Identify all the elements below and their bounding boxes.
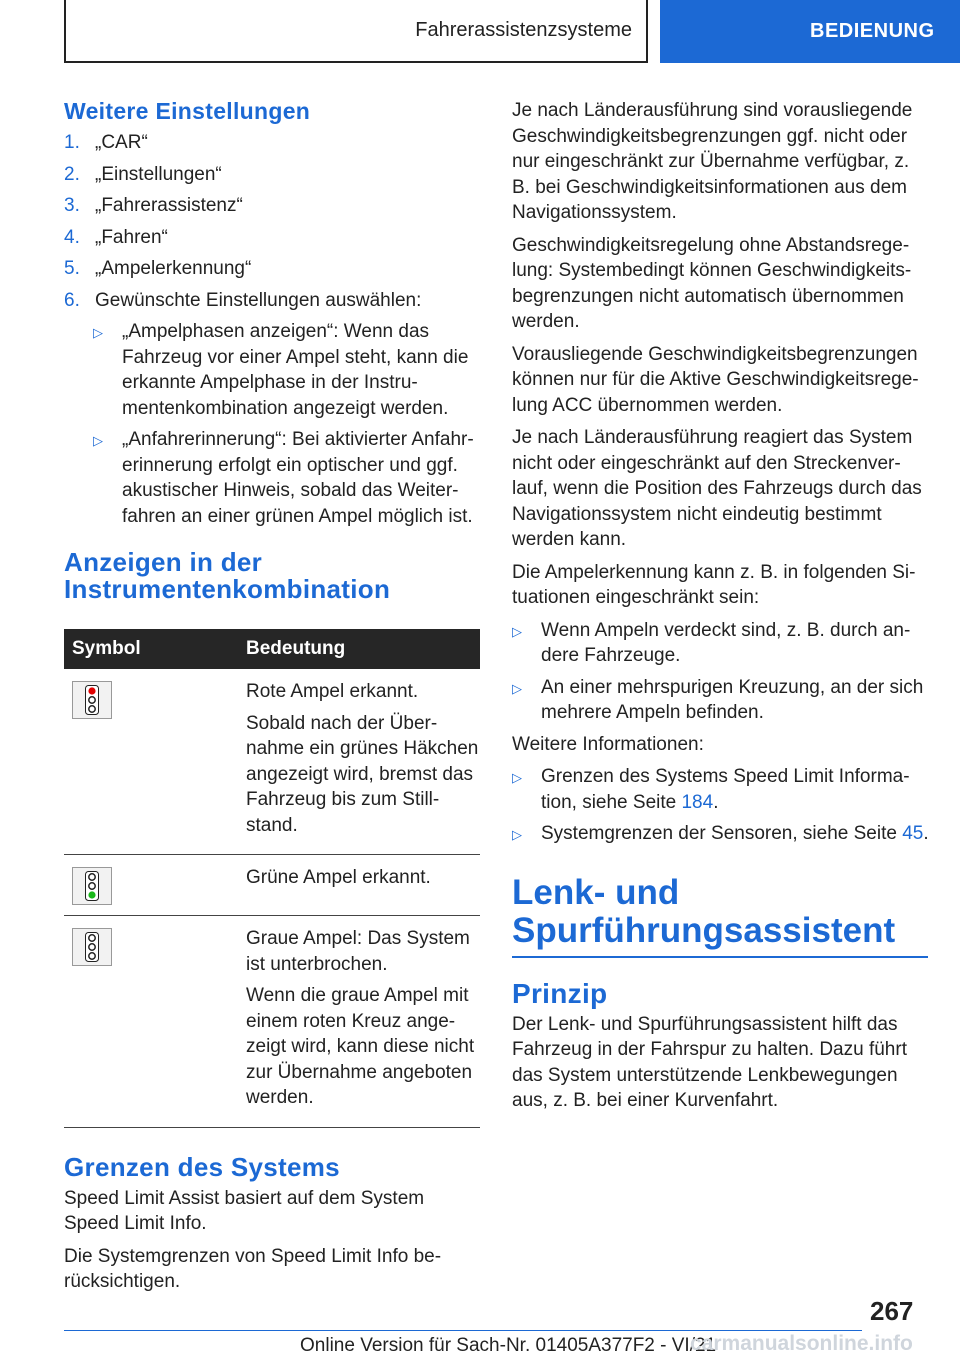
list-item xyxy=(64,193,480,219)
triangle-bullet-icon: ▷ xyxy=(512,623,522,639)
meaning-text: Grüne Ampel erkannt. xyxy=(246,867,431,888)
body-text: Weitere Informationen: xyxy=(512,733,704,755)
bullet-text: Wenn Ampeln verdeckt sind, z. B. durch an-dere Fahrzeuge. xyxy=(541,619,911,666)
body-text: Speed Limit Assist basiert auf dem System Speed Limit Info. xyxy=(64,1187,425,1234)
header-section xyxy=(64,0,648,63)
body-text: Geschwindigkeitsregelung ohne Abstandsrege-lung: Systembedingt können Geschwindigkeits-begrenzungen nicht automatisch übernommen werden. xyxy=(512,234,912,332)
table-row xyxy=(64,669,480,855)
symbol-table xyxy=(64,629,480,1128)
step-number: 5. xyxy=(64,258,80,279)
list-item xyxy=(64,130,480,156)
step-text: „CAR“ xyxy=(95,132,148,153)
bullet-text: An einer mehrspurigen Kreuzung, an der sich mehrere Ampeln befinden. xyxy=(541,676,924,723)
more-info-list xyxy=(512,764,930,848)
table-row xyxy=(64,916,480,1128)
left-column xyxy=(64,98,480,1302)
header-chapter-label: BEDIENUNG xyxy=(810,20,935,42)
triangle-bullet-icon: ▷ xyxy=(512,680,522,696)
triangle-bullet-icon: ▷ xyxy=(512,827,522,842)
step-number: 2. xyxy=(64,163,80,185)
info-text: Systemgrenzen der Sensoren, siehe Seite xyxy=(541,823,903,844)
step-text: „Ampelerkennung“ xyxy=(95,258,252,279)
step-text: „Fahrerassistenz“ xyxy=(95,195,243,216)
page-link-45[interactable]: 45 xyxy=(902,823,924,844)
list-item xyxy=(512,675,930,726)
traffic-light-grey-icon xyxy=(72,928,112,966)
list-item xyxy=(64,225,480,251)
list-item xyxy=(64,288,480,314)
footer-version: Online Version für Sach-Nr. 01405A377F2 - VI/21 xyxy=(300,1335,717,1356)
step-number: 6. xyxy=(64,289,80,311)
header-chapter-tab[interactable] xyxy=(660,0,960,63)
step-number: 1. xyxy=(64,132,80,153)
header-section-title: Fahrerassistenzsysteme xyxy=(415,19,632,41)
bullet-text: „Anfahrerinnerung“: Bei aktivierter Anfahr-erinnerung erfolgt ein optischer und ggf. akustischer Hinweis, sobald das Weiter-fahren an einer grünen Ampel möglich ist. xyxy=(122,429,474,527)
meaning-text: Rote Ampel erkannt. xyxy=(246,681,419,702)
triangle-bullet-icon: ▷ xyxy=(93,325,103,340)
bullet-text: Systemgrenzen der Sensoren, siehe Seite 45. xyxy=(541,823,929,844)
list-item xyxy=(512,764,930,815)
triangle-bullet-icon: ▷ xyxy=(512,770,522,785)
step-text: „Einstellungen“ xyxy=(95,163,222,185)
info-text: Grenzen des Systems Speed Limit Informa-tion, siehe Seite xyxy=(541,766,910,813)
step-number: 3. xyxy=(64,195,80,216)
bullet-text: Grenzen des Systems Speed Limit Informa-tion, siehe Seite 184. xyxy=(541,766,910,813)
meaning-text: Graue Ampel: Das System ist unterbrochen. xyxy=(246,928,470,975)
chapter-title: Lenk- und Spurführungsassistent xyxy=(512,874,928,958)
page-number: 267 xyxy=(870,1296,914,1326)
list-item xyxy=(64,256,480,282)
bullet-text: „Ampelphasen anzeigen“: Wenn das Fahrzeug vor einer Ampel steht, kann die erkannte Ampelphase in der Instru-mentenkombination angezeigt werden. xyxy=(122,321,469,419)
heading-grenzen: Grenzen des Systems xyxy=(64,1151,340,1182)
watermark: carmanualsonline.info xyxy=(690,1332,913,1355)
step-text: „Fahren“ xyxy=(95,226,168,248)
list-item xyxy=(512,821,930,848)
body-text: Je nach Länderausführung reagiert das System nicht oder eingeschränkt auf den Streckenver-lauf, wenn die Position des Fahrzeugs durch das Navigationssystem nicht eindeutig bestimmt werden kann. xyxy=(512,427,922,550)
body-text: Je nach Länderausführung sind vorausliegende Geschwindigkeitsbegrenzungen ggf. nicht oder nur eingeschränkt zur Übernahme verfügbar, z. B. bei Geschwindigkeitsinformationen aus dem Navigationssystem. xyxy=(512,100,913,223)
list-item xyxy=(64,162,480,188)
heading-weitere-einstellungen: Weitere Einstellungen xyxy=(64,98,311,124)
settings-options-list xyxy=(64,319,480,529)
body-text: Die Systemgrenzen von Speed Limit Info be-rücksichtigen. xyxy=(64,1245,442,1292)
steps-list xyxy=(64,130,480,313)
list-item xyxy=(512,618,930,669)
meaning-text: Sobald nach der Über-nahme ein grünes Häkchen angezeigt wird, bremst das Fahrzeug bis zum Still-stand. xyxy=(246,712,479,836)
limitations-list xyxy=(512,618,930,726)
heading-anzeigen: Anzeigen in der Instrumentenkombination xyxy=(64,547,391,604)
step-number: 4. xyxy=(64,226,80,248)
step-text: Gewünschte Einstellungen auswählen: xyxy=(95,289,422,311)
traffic-light-green-icon xyxy=(72,867,112,905)
triangle-bullet-icon: ▷ xyxy=(93,433,103,448)
list-item xyxy=(93,319,480,421)
table-header-bedeutung: Bedeutung xyxy=(246,629,480,669)
heading-prinzip: Prinzip xyxy=(512,977,608,1009)
list-item xyxy=(93,427,480,529)
body-text: Die Ampelerkennung kann z. B. in folgenden Si-tuationen eingeschränkt sein: xyxy=(512,561,916,608)
footer-divider xyxy=(64,1330,862,1331)
table-row xyxy=(64,855,480,916)
right-column xyxy=(512,98,930,1121)
body-text: Vorausliegende Geschwindigkeitsbegrenzungen können nur für die Aktive Geschwindigkeitsrege-lung ACC übernommen werden. xyxy=(512,343,919,416)
meaning-text: Wenn die graue Ampel mit einem roten Kreuz ange-zeigt wird, kann diese nicht zur Übernahme angeboten werden. xyxy=(246,985,475,1108)
body-text: Der Lenk- und Spurführungsassistent hilft das Fahrzeug in der Fahrspur zu halten. Dazu führt das System unterstützende Lenkbewegungen aus, z. B. bei einer Kurvenfahrt. xyxy=(512,1013,907,1111)
traffic-light-red-icon xyxy=(72,681,112,719)
table-header-symbol: Symbol xyxy=(64,629,246,669)
page-link-184[interactable]: 184 xyxy=(681,791,714,813)
